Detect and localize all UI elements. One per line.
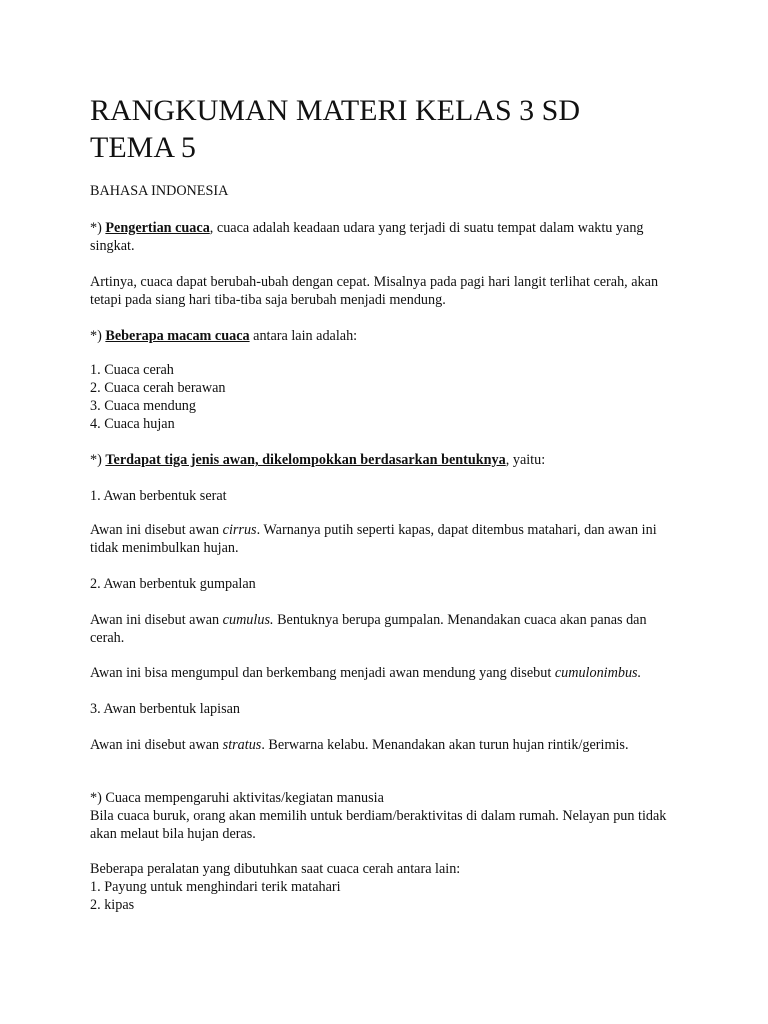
weather-types-text: antara lain adalah: [249,328,358,344]
cloud-name-stratus: stratus [222,737,262,753]
list-item: 2. Cuaca cerah berawan [90,380,226,396]
cloud-name-cirrus: cirrus [222,522,257,538]
equipment-section [90,860,680,914]
cloud-2-description [90,611,680,647]
paragraph-weather-changes: Artinya, cuaca dapat berubah-ubah dengan cepat. Misalnya pada pagi hari langit terlihat cerah, akan tetapi pada siang hari tiba-tiba saja berubah menjadi mendung. [90,274,659,308]
text-segment: Awan ini disebut awan [90,522,223,538]
title-line-1: RANGKUMAN MATERI KELAS 3 SD [90,94,581,127]
cloud-name-cumulus: cumulus. [222,612,274,628]
bullet-prefix: *) [90,220,106,236]
paragraph-cloud-types [90,451,680,469]
human-activity-text: Bila cuaca buruk, orang akan memilih untuk berdiam/beraktivitas di dalam rumah. Nelayan pun tidak akan melaut bila hujan deras. [90,808,667,842]
equipment-heading: Beberapa peralatan yang dibutuhkan saat cuaca cerah antara lain: [90,861,461,877]
list-item: 4. Cuaca hujan [90,416,175,432]
paragraph-weather-definition [90,219,680,255]
text-segment: Awan ini disebut awan [90,737,223,753]
term-weather-types: Beberapa macam cuaca [105,328,250,344]
cloud-1-heading: 1. Awan berbentuk serat [90,488,227,504]
text-segment: Bentuknya berupa gumpalan. Menandakan cuaca akan panas dan cerah. [90,612,647,646]
cloud-2-heading: 2. Awan berbentuk gumpalan [90,576,256,592]
term-cloud-types: Terdapat tiga jenis awan, dikelompokkan berdasarkan bentuknya [105,452,506,468]
cloud-3-description [90,736,680,754]
list-item: 1. Cuaca cerah [90,362,174,378]
list-item: 2. kipas [90,897,135,913]
cloud-name-cumulonimbus: cumulonimbus. [554,665,642,681]
text-segment: . Warnanya putih seperti kapas, dapat ditembus matahari, dan awan ini tidak menimbulkan hujan. [90,522,657,556]
equipment-list [90,878,680,914]
paragraph-weather-types [90,327,680,345]
bullet-prefix: *) [90,452,106,468]
title-line-2: TEMA 5 [90,131,196,164]
list-item: 1. Payung untuk menghindari terik matahari [90,879,341,895]
cloud-1-description [90,521,680,557]
list-item: 3. Cuaca mendung [90,398,196,414]
human-activity-section [90,789,680,843]
weather-list [90,361,680,433]
cloud-3-heading: 3. Awan berbentuk lapisan [90,701,240,717]
human-activity-heading: *) Cuaca mempengaruhi aktivitas/kegiatan manusia [90,790,384,806]
term-weather-definition: Pengertian cuaca [105,220,210,236]
definition-text: , cuaca adalah keadaan udara yang terjadi di suatu tempat dalam waktu yang singkat. [90,220,644,254]
text-segment: Awan ini disebut awan [90,612,223,628]
text-segment: . Berwarna kelabu. Menandakan akan turun hujan rintik/gerimis. [261,737,629,753]
cloud-2-extra [90,664,680,682]
section-heading: BAHASA INDONESIA [90,183,229,199]
cloud-types-text: , yaitu: [505,452,546,468]
text-segment: Awan ini bisa mengumpul dan berkembang menjadi awan mendung yang disebut [90,665,555,681]
page-title [90,92,710,166]
bullet-prefix: *) [90,328,106,344]
